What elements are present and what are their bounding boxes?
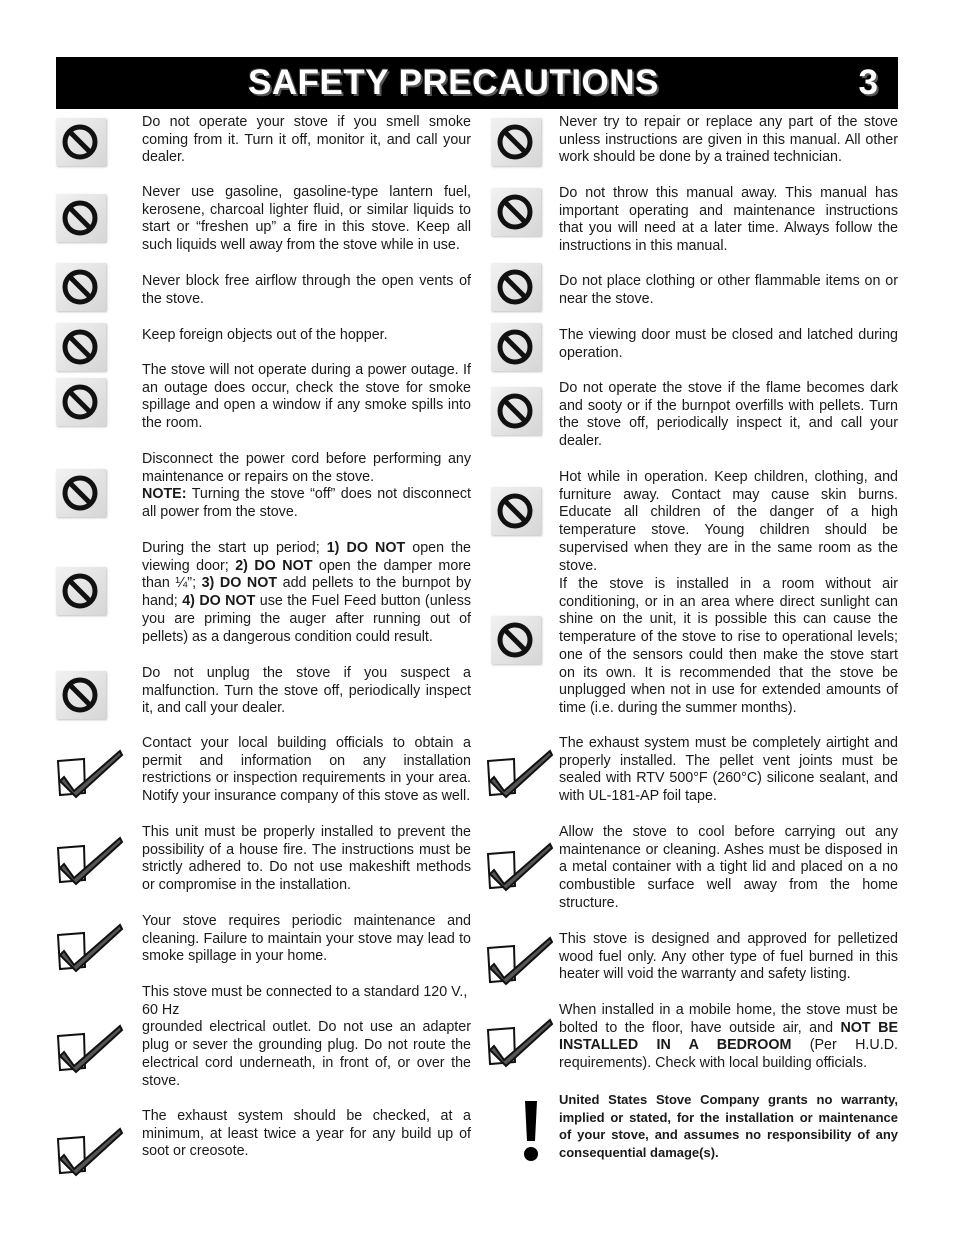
precaution-text: Your stove requires periodic maintenance and cleaning. Failure to maintain your stove may lead to smoke spillage in your home.: [142, 913, 471, 965]
prohibition-icon: [56, 567, 106, 615]
checkmark-icon: [54, 921, 126, 973]
prohibition-icon: [56, 194, 106, 242]
prohibition-icon: [56, 671, 106, 719]
text-run: add pellets to the burnpot by hand;: [142, 575, 472, 610]
note-label: NOTE:: [142, 486, 187, 503]
prohibition-icon: [56, 378, 106, 426]
precaution-text: Contact your local building officials to obtain a permit and information on any installation restrictions or inspection requirements in your area. Notify your insurance company of this stove as well.: [142, 735, 471, 805]
precaution-text: The stove will not operate during a power outage. If an outage does occur, check the stove for smoke spillage and open a window if any smoke spills into the room.: [142, 362, 471, 432]
text-run: When installed in a mobile home, the stove must be bolted to the floor, have outside air, and: [559, 1002, 898, 1036]
text-run: During the start up period;: [142, 540, 327, 556]
precaution-text: [559, 1002, 898, 1073]
precaution-text: If the stove is installed in a room without air conditioning, or in an area where direct sunlight can shine on the unit, it is possible this can cause the temperature of the stove to rise to operational levels; one of the sensors could then make the stove start on its own. It is recommended that the stove be unplugged when not in use for extended amounts of time (i.e. during the summer months).: [559, 576, 898, 716]
checkmark-icon: [484, 840, 556, 892]
bold-run: 2) DO NOT: [235, 557, 313, 574]
page-header: [56, 57, 898, 109]
precaution-text: The exhaust system should be checked, at a minimum, at least twice a year for any build up of soot or creosote.: [142, 1108, 471, 1160]
checkmark-icon: [484, 1016, 556, 1068]
prohibition-icon: [491, 118, 541, 166]
checkmark-icon: [54, 834, 126, 886]
precaution-text: The exhaust system must be completely airtight and properly installed. The pellet vent joints must be sealed with RTV 500°F (260°C) silicone sealant, and with UL-181-AP foil tape.: [559, 735, 898, 805]
precaution-line: grounded electrical outlet. Do not use an adapter plug or sever the grounding plug. Do not route the electrical cord underneath, in front of, or over the stove.: [142, 1019, 471, 1089]
precaution-text: [142, 984, 471, 1090]
prohibition-icon: [491, 616, 541, 664]
exclamation-icon: [516, 1097, 546, 1163]
checkmark-icon: [54, 1022, 126, 1074]
precaution-text: This stove is designed and approved for pelletized wood fuel only. Any other type of fuel burned in this heater will void the warranty and safety listing.: [559, 931, 898, 983]
prohibition-icon: [491, 387, 541, 435]
page-title: SAFETY PRECAUTIONS: [248, 63, 659, 102]
text-run: use the Fuel Feed button (unless you are priming the auger after running out of pellets) as a dangerous condition could result.: [142, 593, 472, 645]
checkmark-icon: [54, 747, 126, 799]
precaution-text: [142, 451, 471, 522]
precaution-text: Do not throw this manual away. This manual has important operating and maintenance instructions that you will need at a later time. Always follow the instructions in this manual.: [559, 185, 898, 255]
bold-run: NOT BE INSTALLED IN A BEDROOM: [559, 1019, 898, 1054]
precaution-text: Do not operate your stove if you smell smoke coming from it. Turn it off, monitor it, and call your dealer.: [142, 114, 471, 166]
precaution-line: Disconnect the power cord before performing any maintenance or repairs on the stove.: [142, 451, 471, 485]
prohibition-icon: [56, 263, 106, 311]
precaution-text: Never use gasoline, gasoline-type lantern fuel, kerosene, charcoal lighter fluid, or similar liquids to start or “freshen up” a fire in this stove. Keep all such liquids well away from the stove while in use.: [142, 184, 471, 254]
prohibition-icon: [56, 469, 106, 517]
precaution-text: Never try to repair or replace any part of the stove unless instructions are given in this manual. All other work should be done by a trained technician.: [559, 114, 898, 166]
text-run: (Per H.U.D. requirements). Check with local building officials.: [559, 1037, 898, 1072]
checkmark-icon: [484, 934, 556, 986]
bold-run: 1) DO NOT: [326, 540, 406, 556]
precaution-text: The viewing door must be closed and latched during operation.: [559, 327, 898, 361]
precaution-text: This unit must be properly installed to prevent the possibility of a house fire. The instructions must be strictly adhered to. Do not use makeshift methods or compromise in the installation.: [142, 824, 471, 894]
note-line: [142, 486, 471, 521]
precaution-text: Allow the stove to cool before carrying out any maintenance or cleaning. Ashes must be disposed in a metal container with a tight lid and placed on a no combustible surface well away from the home structure.: [559, 824, 898, 911]
precaution-text: Do not place clothing or other flammable items on or near the stove.: [559, 273, 898, 307]
text-run: open the damper more than ¼”;: [142, 557, 471, 592]
prohibition-icon: [491, 188, 541, 236]
precaution-text: Do not unplug the stove if you suspect a malfunction. Turn the stove off, periodically inspect it, and call your dealer.: [142, 665, 471, 717]
note-text: Turning the stove “off” does not disconnect all power from the stove.: [142, 486, 471, 521]
prohibition-icon: [491, 263, 541, 311]
page-number: 3: [858, 63, 878, 102]
warranty-text: United States Stove Company grants no warranty, implied or stated, for the installation or maintenance of your stove, and assumes no responsibility of any consequential damage(s).: [559, 1092, 898, 1161]
prohibition-icon: [56, 118, 106, 166]
precaution-line: This stove must be connected to a standard 120 V., 60 Hz: [142, 984, 468, 1018]
precaution-text: [142, 540, 471, 646]
checkmark-icon: [54, 1125, 126, 1177]
prohibition-icon: [491, 323, 541, 371]
text-run: open the viewing door;: [142, 540, 472, 574]
bold-run: 3) DO NOT: [201, 575, 278, 592]
precaution-text: Hot while in operation. Keep children, clothing, and furniture away. Contact may cause skin burns. Educate all children of the danger of a high temperature stove. Young children should be supervised when they are in the same room as the stove.: [559, 469, 898, 574]
precaution-text: Keep foreign objects out of the hopper.: [142, 327, 388, 343]
prohibition-icon: [491, 487, 541, 535]
precaution-text: Do not operate the stove if the flame becomes dark and sooty or if the burnpot overfills with pellets. Turn the stove off, periodically inspect it, and call your dealer.: [559, 380, 898, 450]
checkmark-icon: [484, 747, 556, 799]
prohibition-icon: [56, 323, 106, 371]
bold-run: 4) DO NOT: [182, 593, 256, 610]
precaution-text: Never block free airflow through the open vents of the stove.: [142, 273, 471, 307]
